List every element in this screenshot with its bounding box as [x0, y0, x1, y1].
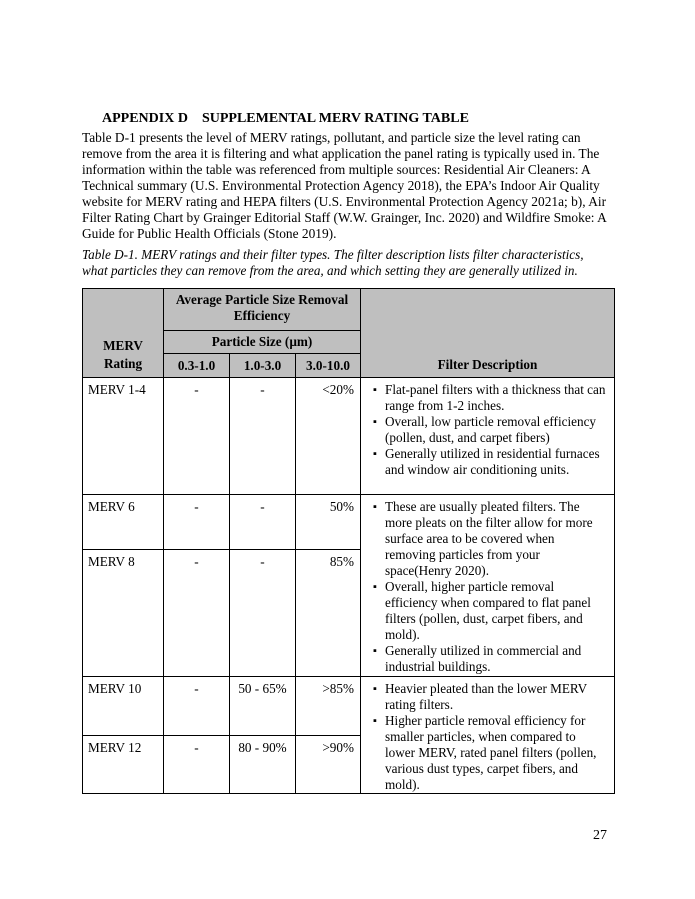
table-row: [83, 677, 615, 736]
table-row: [83, 495, 615, 550]
table-row: [83, 378, 615, 495]
rating-cell: MERV 1-4: [83, 378, 164, 495]
value-cell: 50%: [296, 495, 361, 550]
size-col-header: 0.3-1.0: [164, 354, 230, 378]
description-bullet: ▪ Overall, higher particle removal efficiency when compared to flat panel filters (pollen, dust, carpet fibers, and mold).: [373, 579, 606, 643]
table-caption: Table D-1. MERV ratings and their filter types. The filter description lists filter characteristics, what particles they can remove from the area, and which setting they are generally utilized in.: [82, 247, 584, 278]
value-cell: >85%: [296, 677, 361, 736]
rating-cell: MERV 12: [83, 735, 164, 794]
description-cell: [361, 677, 615, 794]
value-cell: -: [230, 378, 296, 495]
description-bullet: ▪ Flat-panel filters with a thickness that can range from 1-2 inches.: [373, 382, 606, 414]
value-cell: >90%: [296, 735, 361, 794]
description-cell: [361, 495, 615, 677]
value-cell: -: [164, 495, 230, 550]
value-cell: 80 - 90%: [230, 735, 296, 794]
efficiency-header: Average Particle Size Removal Efficiency: [164, 289, 361, 331]
value-cell: 85%: [296, 550, 361, 677]
value-cell: -: [164, 735, 230, 794]
size-col-header: 1.0-3.0: [230, 354, 296, 378]
rating-cell: MERV 10: [83, 677, 164, 736]
value-cell: 50 - 65%: [230, 677, 296, 736]
description-bullet: ▪ Generally utilized in commercial and industrial buildings.: [373, 643, 606, 675]
value-cell: -: [230, 495, 296, 550]
description-bullet: ▪ Overall, low particle removal efficiency (pollen, dust, and carpet fibers): [373, 414, 606, 446]
description-bullet: ▪ Higher particle removal efficiency for smaller particles, when compared to lower MERV, rated panel filters (pollen, various dust types, carpet fibers, and mold).: [373, 713, 606, 793]
rating-cell: MERV 8: [83, 550, 164, 677]
appendix-title: SUPPLEMENTAL MERV RATING TABLE: [201, 111, 469, 126]
value-cell: -: [164, 677, 230, 736]
description-bullet: ▪ Heavier pleated than the lower MERV rating filters.: [373, 681, 606, 713]
intro-paragraph: Table D-1 presents the level of MERV ratings, pollutant, and particle size the level rating can remove from the area it is filtering and what application the panel rating is typically used in. The information within the table was referenced from multiple sources: Residential Air Cleaners: A Technical summary (U.S. Environmental Protection Agency 2018), the EPA’s Indoor Air Quality website for MERV rating and HEPA filters (U.S. Environmental Protection Agency 2021a; b), Air Filter Rating Chart by Grainger Editorial Staff (W.W. Grainger, Inc. 2020) and Wildfire Smoke: A Guide for Public Health Officials (Stone 2019).: [82, 130, 607, 241]
particle-size-header: Particle Size (µm): [164, 331, 361, 354]
value-cell: -: [230, 550, 296, 677]
merv-rating-header: MERV Rating: [83, 289, 164, 378]
size-col-header: 3.0-10.0: [296, 354, 361, 378]
value-cell: <20%: [296, 378, 361, 495]
description-cell: [361, 378, 615, 495]
value-cell: -: [164, 550, 230, 677]
description-bullet: ▪ Generally utilized in residential furnaces and window air conditioning units.: [373, 446, 606, 478]
page-number: 27: [593, 828, 607, 843]
rating-cell: MERV 6: [83, 495, 164, 550]
appendix-label: APPENDIX D: [102, 111, 188, 126]
appendix-heading: [102, 111, 469, 127]
value-cell: -: [164, 378, 230, 495]
filter-description-header: Filter Description: [361, 289, 615, 378]
description-bullet: ▪ These are usually pleated filters. The more pleats on the filter allow for more surface area to be covered when removing particles from your space(Henry 2020).: [373, 499, 606, 579]
merv-table: [82, 288, 615, 794]
